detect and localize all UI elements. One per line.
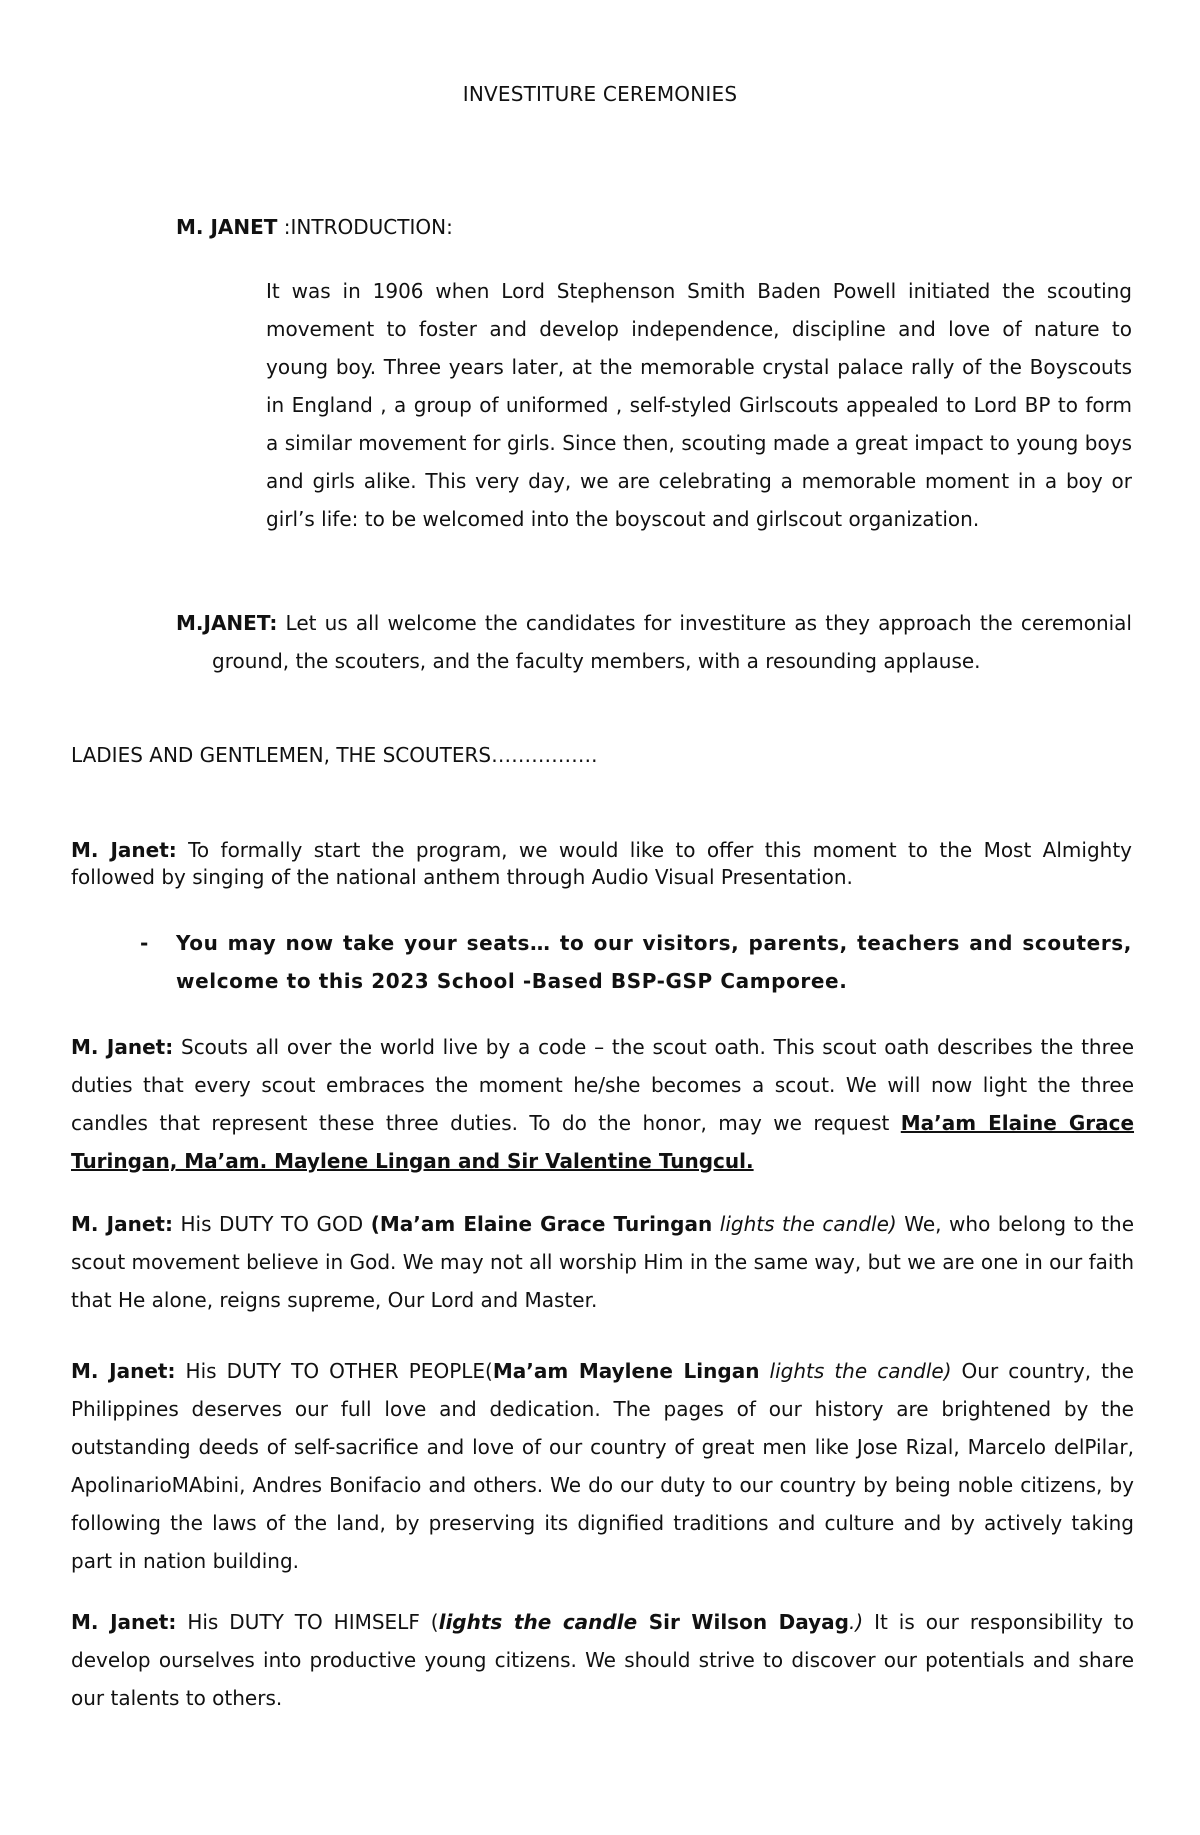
candle-lighters-names: Ma’am Elaine Grace Turingan, Ma’am. Maylene Lingan and Sir Valentine Tungcul. xyxy=(71,1111,1135,1173)
intro-label: :INTRODUCTION: xyxy=(277,215,453,239)
duty-text: Our country, the Philippines deserves our full love and dedication. The pages of our history are brightened by the outstanding deeds of self-sacrifice and love of our country of great men like Jose Rizal, Marcelo delPilar, ApolinarioMAbini, Andres Bonifacio and others. We do our duty to our country by being noble citizens, by following the laws of the land, by preserving its dignified traditions and culture and by actively taking part in nation building. xyxy=(71,1359,1134,1573)
speaker-name: M. Janet: xyxy=(71,1610,177,1634)
speaker-name: M. Janet: xyxy=(71,1212,173,1236)
welcome-text: Let us all welcome the candidates for investiture as they approach the ceremonial ground, the scouters, and the faculty members, with a resounding applause. xyxy=(212,611,1132,673)
speaker-name: M. Janet: xyxy=(71,1035,174,1059)
stage-direction: lights the candle) xyxy=(759,1359,952,1383)
prayer-paragraph xyxy=(71,837,1132,891)
intro-heading xyxy=(176,212,1076,242)
speaker-name: M.JANET: xyxy=(176,611,278,635)
duty-to-other-people-paragraph xyxy=(71,1352,1134,1580)
speaker-name: M. Janet: xyxy=(71,838,177,862)
ladies-line: LADIES AND GENTLEMEN, THE SCOUTERS……………. xyxy=(71,743,598,767)
duty-label: His DUTY TO HIMSELF ( xyxy=(176,1610,439,1634)
speaker-name: M. Janet: xyxy=(71,1359,176,1383)
duty-label: His DUTY TO OTHER PEOPLE( xyxy=(175,1359,493,1383)
stage-direction: lights the candle xyxy=(438,1610,638,1634)
prayer-text: To formally start the program, we would like to offer this moment to the Most Almighty followed by singing of the national anthem through Audio Visual Presentation. xyxy=(71,838,1132,889)
candle-lighter-name: Ma’am Maylene Lingan xyxy=(492,1359,760,1383)
candle-lighter-name: Sir Wilson Dayag xyxy=(637,1610,849,1634)
closing-paren: .) xyxy=(848,1610,864,1634)
duty-text: We, who belong to the scout movement believe in God. We may not all worship Him in the same way, but we are one in our faith that He alone, reigns supreme, Our Lord and Master. xyxy=(71,1212,1135,1312)
oath-text: Scouts all over the world live by a code – the scout oath. This scout oath describes the three duties that every scout embraces the moment he/she becomes a scout. We will now light the three candles that represent these three duties. To do the honor, may we request xyxy=(71,1035,1135,1135)
duty-text: It is our responsibility to develop ourselves into productive young citizens. We should strive to discover our potentials and share our talents to others. xyxy=(71,1610,1134,1710)
bullet-text: You may now take your seats… to our visitors, parents, teachers and scouters, welcome to this 2023 School -Based BSP-GSP Camporee. xyxy=(176,931,1132,993)
candle-lighter-name: (Ma’am Elaine Grace Turingan xyxy=(370,1212,713,1236)
bullet-item xyxy=(0,924,1200,1004)
duty-to-god-paragraph xyxy=(71,1205,1134,1319)
oath-paragraph xyxy=(71,1028,1134,1180)
bullet-dash: - xyxy=(140,931,149,955)
speaker-name: M. JANET xyxy=(176,215,278,239)
stage-direction: lights the candle) xyxy=(712,1212,897,1236)
document-title: INVESTITURE CEREMONIES xyxy=(462,82,738,106)
duty-to-himself-paragraph xyxy=(71,1603,1134,1717)
duty-label: His DUTY TO GOD xyxy=(172,1212,371,1236)
welcome-paragraph xyxy=(176,604,1132,680)
intro-paragraph: It was in 1906 when Lord Stephenson Smith Baden Powell initiated the scouting movement to foster and develop independence, discipline and love of nature to young boy. Three years later, at the memorable crystal palace rally of the Boyscouts in England , a group of uniformed , self-styled Girlscouts appealed to Lord BP to form a similar movement for girls. Since then, scouting made a great impact to young boys and girls alike. This very day, we are celebrating a memorable moment in a boy or girl’s life: to be welcomed into the boyscout and girlscout organization. xyxy=(266,279,1132,531)
